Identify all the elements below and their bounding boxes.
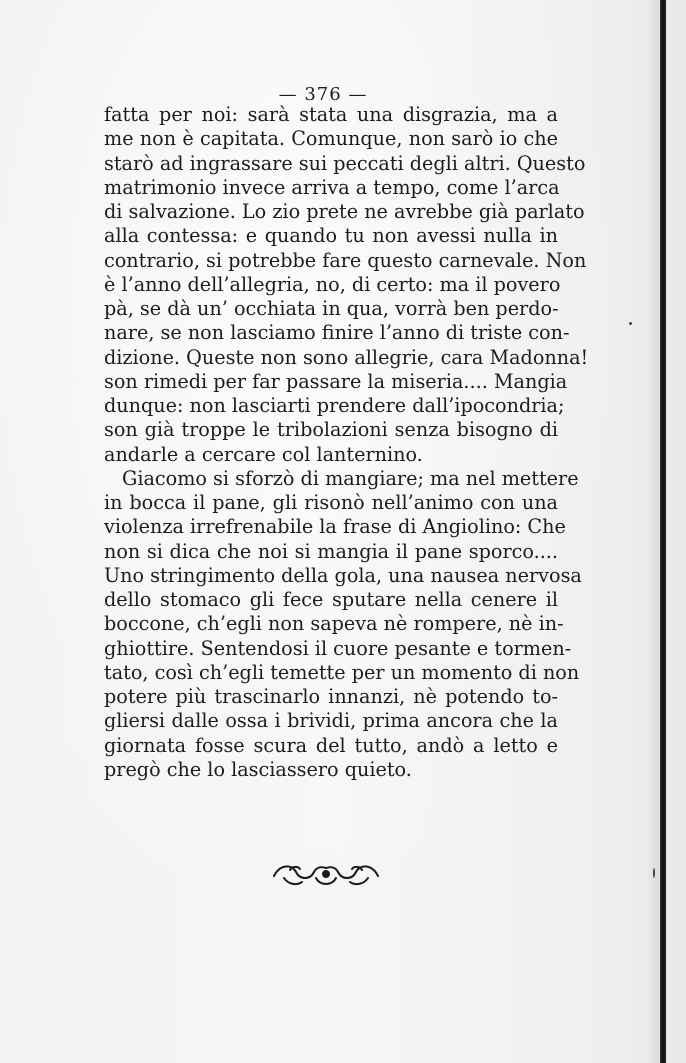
text-line: me non è capitata. Comunque, non sarò io che <box>104 127 558 151</box>
text-line: fatta per noi: sarà stata una disgrazia, ma a <box>104 103 558 126</box>
page-number: — 376 — <box>278 84 368 105</box>
text-line: di salvazione. Lo zio prete ne avrebbe già parlato <box>104 200 585 223</box>
text-line: dello stomaco gli fece sputare nella cenere il <box>104 588 558 611</box>
text-line: giornata fosse scura del tutto, andò a letto e <box>104 733 558 757</box>
book-spine-edge <box>660 0 666 1063</box>
paper-speck <box>629 322 632 325</box>
paragraph-end-line: andarle a cercare col lanternino. <box>104 442 423 466</box>
text-line: matrimonio invece arriva a tempo, come l’arca <box>104 175 560 199</box>
text-line: Uno stringimento della gola, una nausea nervosa <box>104 563 582 587</box>
text-line: potere più trascinarlo innanzi, nè potendo to- <box>104 685 558 708</box>
text-line: è l’anno dell’allegria, no, di certo: ma il povero <box>104 272 561 296</box>
text-line: tato, così ch’egli temette per un momento di non <box>104 660 580 684</box>
text-line: dunque: non lasciarti prendere dall’ipocondria; <box>104 394 565 417</box>
end-ornament-icon <box>270 856 382 892</box>
body-text <box>104 103 589 782</box>
text-line: ghiottire. Sentendosi il cuore pesante e tormen- <box>104 636 572 660</box>
text-line: non si dica che noi si mangia il pane sporco.... <box>104 539 558 563</box>
text-line: son rimedi per far passare la miseria.... Mangia <box>104 369 568 393</box>
text-line: in bocca il pane, gli risonò nell’animo con una <box>104 491 558 514</box>
paper-speck <box>653 868 655 878</box>
page-gutter-shadow <box>646 0 660 1063</box>
text-line: pà, se dà un’ occhiata in qua, vorrà ben perdo- <box>104 297 559 320</box>
text-line: gliersi dalle ossa i brividi, prima ancora che la <box>104 709 558 733</box>
paragraph-start-line: Giacomo si sforzò di mangiare; ma nel mettere <box>122 466 579 490</box>
text-line: dizione. Queste non sono allegrie, cara Madonna! <box>104 345 589 369</box>
text-line: nare, se non lasciamo finire l’anno di triste con- <box>104 321 570 345</box>
text-line: alla contessa: e quando tu non avessi nulla in <box>104 224 558 248</box>
text-line: boccone, ch’egli non sapeva nè rompere, nè in- <box>104 612 564 636</box>
text-line: son già troppe le tribolazioni senza bisogno di <box>104 418 558 442</box>
text-line: violenza irrefrenabile la frase di Angiolino: Che <box>104 515 566 539</box>
text-line: contrario, si potrebbe fare questo carnevale. Non <box>104 248 587 272</box>
text-line: starò ad ingrassare sui peccati degli altri. Questo <box>104 151 586 175</box>
paragraph-end-line: pregò che lo lasciassero quieto. <box>104 757 412 781</box>
